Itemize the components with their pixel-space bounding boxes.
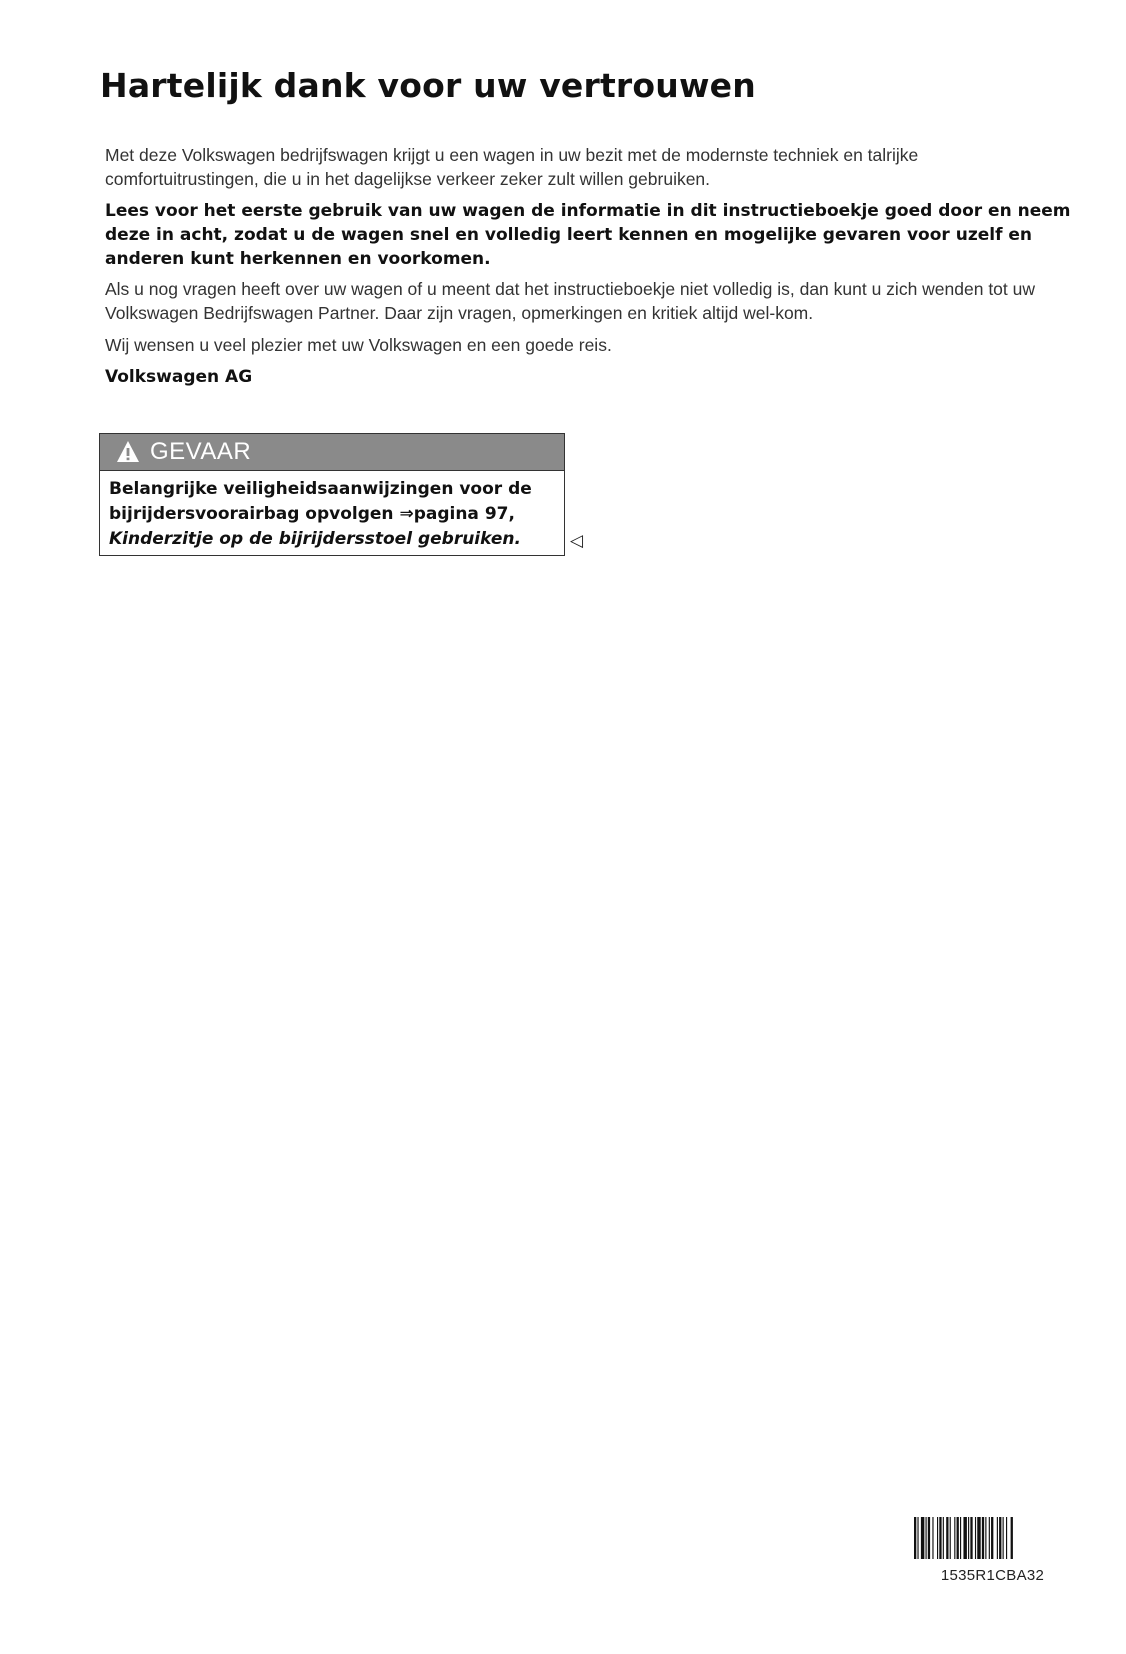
warning-body (100, 471, 564, 552)
barcode-bar (985, 1517, 986, 1559)
intro-section (105, 143, 1075, 397)
barcode-bar (957, 1517, 959, 1559)
warning-box (99, 433, 565, 556)
barcode-bar (999, 1517, 1001, 1559)
barcode-bar (991, 1517, 993, 1559)
barcode-bar (914, 1517, 916, 1559)
barcode-bar (989, 1517, 990, 1559)
barcode-bar (921, 1517, 924, 1559)
barcode-bar (946, 1517, 948, 1559)
barcode-bar (937, 1517, 938, 1559)
barcode (914, 1517, 1071, 1559)
barcode-bar (954, 1517, 955, 1559)
barcode-bar (1011, 1517, 1013, 1559)
barcode-bar (917, 1517, 918, 1559)
barcode-bar (943, 1517, 944, 1559)
barcode-bar (932, 1517, 933, 1559)
barcode-bar (926, 1517, 927, 1559)
barcode-bar (928, 1517, 930, 1559)
intro-paragraph-bold: Lees voor het eerste gebruik van uw wagen de informatie in dit instructieboekje goed door en neem deze in acht, zodat u de wagen snel en volledig leert kennen en mogelijke gevaren voor uzelf en anderen kunt herkennen en voorkomen. (105, 201, 1071, 269)
barcode-bar (997, 1517, 998, 1559)
barcode-bar (975, 1517, 976, 1559)
barcode-bar (1003, 1517, 1004, 1559)
barcode-bar (950, 1517, 951, 1559)
end-marker-icon: ◁ (570, 531, 584, 550)
barcode-bar (963, 1517, 966, 1559)
intro-paragraph-4: Wij wensen u veel plezier met uw Volkswagen en een goede reis. (105, 335, 612, 355)
intro-paragraph-1: Met deze Volkswagen bedrijfswagen krijgt u een wagen in uw bezit met de modernste techniek en talrijke comfortuitrustingen, die u in het dagelijkse verkeer zeker zult willen gebruiken. (105, 145, 919, 189)
warning-reference-link[interactable]: Kinderzitje op de bijrijdersstoel gebruiken. (109, 529, 521, 549)
warning-label: GEVAAR (150, 438, 252, 465)
barcode-bar (977, 1517, 980, 1559)
warning-line-1: Belangrijke veiligheidsaanwijzingen voor de (109, 479, 532, 499)
barcode-bar (970, 1517, 972, 1559)
warning-header (100, 434, 564, 471)
page-title: Hartelijk dank voor uw vertrouwen (100, 66, 756, 105)
barcode-bar (939, 1517, 941, 1559)
warning-line-2[interactable]: bijrijdersvoorairbag opvolgen ⇒pagina 97, (109, 504, 515, 524)
signature: Volkswagen AG (105, 367, 253, 387)
intro-paragraph-3: Als u nog vragen heeft over uw wagen of u meent dat het instructieboekje niet volledig is, dan kunt u zich wenden tot uw Volkswagen Bedrijfswagen Partner. Daar zijn vragen, opmerkingen en kritiek altijd wel-kom. (105, 279, 1036, 323)
barcode-bar (982, 1517, 984, 1559)
barcode-bar (1006, 1517, 1007, 1559)
warning-triangle-icon (116, 440, 140, 464)
barcode-number: 1535R1CBA32 (940, 1567, 1045, 1584)
barcode-bar (968, 1517, 969, 1559)
barcode-bar (960, 1517, 961, 1559)
